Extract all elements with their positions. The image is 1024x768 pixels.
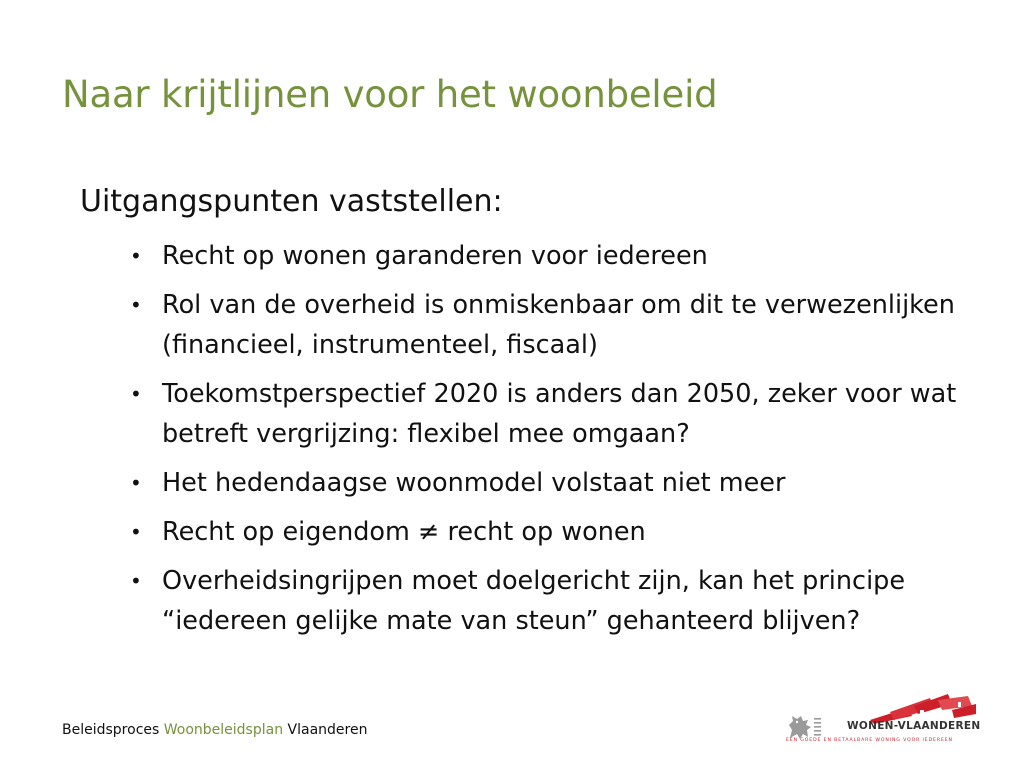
logo-wordmark: WONEN-VLAANDEREN — [847, 720, 981, 732]
footer-part-beleidsproces: Beleidsproces — [62, 722, 164, 738]
footer-text — [62, 722, 367, 738]
bullet-text: Toekomstperspectief 2020 is anders dan 2050, zeker voor wat betreft vergrijzing: flexibel mee omgaan? — [162, 379, 957, 449]
footer-part-vlaanderen: Vlaanderen — [283, 722, 368, 738]
bullet-item-5 — [130, 512, 990, 552]
bullet-item-1 — [130, 236, 990, 276]
bullet-text: Rol van de overheid is onmiskenbaar om dit te verwezenlijken (financieel, instrumenteel, fiscaal) — [162, 290, 955, 360]
bullet-item-2 — [130, 285, 990, 365]
bullet-icon: • — [130, 569, 142, 593]
bullet-icon: • — [130, 471, 142, 495]
subheading: Uitgangspunten vaststellen: — [80, 184, 503, 219]
bullet-item-3 — [130, 374, 990, 454]
bullet-text: Recht op eigendom ≠ recht op wonen — [162, 517, 646, 547]
bullet-item-6 — [130, 561, 990, 641]
bullet-icon: • — [130, 293, 142, 317]
bullet-icon: • — [130, 244, 142, 268]
bullet-icon: • — [130, 520, 142, 544]
bullet-text: Het hedendaagse woonmodel volstaat niet meer — [162, 468, 786, 498]
slide-title: Naar krijtlijnen voor het woonbeleid — [62, 73, 718, 116]
bullet-list — [130, 236, 990, 650]
footer-part-woonbeleidsplan: Woonbeleidsplan — [163, 722, 284, 738]
bullet-text: Overheidsingrijpen moet doelgericht zijn, kan het principe “iedereen gelijke mate van steun” gehanteerd blijven? — [162, 566, 906, 636]
bullet-icon: • — [130, 382, 142, 406]
bullet-item-4 — [130, 463, 990, 503]
logo-tagline: EEN GOEDE EN BETAALBARE WONING VOOR IEDEREEN — [786, 738, 953, 743]
bullet-text: Recht op wonen garanderen voor iedereen — [162, 241, 708, 271]
wonen-vlaanderen-logo — [784, 692, 984, 752]
